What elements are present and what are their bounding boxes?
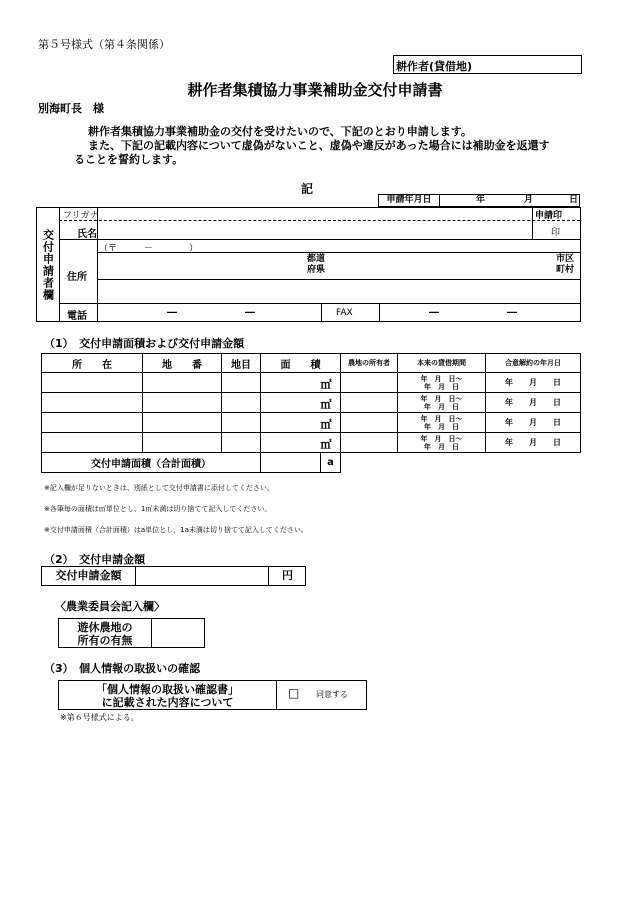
amount-input[interactable] [135,567,268,585]
cell-owner[interactable] [341,413,398,433]
applicant-type-box [393,55,582,74]
phone-dash-2: ― [245,307,255,318]
city-shi-ku: 市区 [556,254,575,264]
unit-a: a [321,453,341,473]
parcel-header-row [42,354,581,373]
cell-lot-number[interactable] [143,393,222,413]
cell-land-category[interactable] [222,413,261,433]
intro-line-3: ることを誓約します。 [74,153,184,166]
header-lot-number: 地 番 [143,354,222,373]
unit-m2: ㎡ [321,393,341,413]
total-area-label: 交付申請面積（合計面積） [42,453,261,473]
cell-location[interactable] [42,413,143,433]
table-row [42,433,581,453]
cell-location[interactable] [42,393,143,413]
application-date-field[interactable] [378,194,580,207]
fax-right-line [379,304,380,321]
phone-label: 電話 [67,311,87,322]
table-row [42,373,581,393]
privacy-note: ※第６号様式による。 [60,713,139,722]
date-day: 日 [569,195,579,205]
applicant-type: 耕作者(貸借地) [396,60,473,73]
cell-location[interactable] [42,373,143,393]
period-start: 年 月 日～ [420,394,463,403]
postal-divider [97,252,580,253]
header-land-category: 地目 [222,354,261,373]
header-location: 所 在 [42,354,143,373]
city-cho-son: 町村 [556,265,575,275]
phone-dash-1: ― [167,307,177,318]
cell-land-category[interactable] [222,393,261,413]
seal-mark: 印 [551,228,561,238]
cell-cancel-date[interactable]: 年 月 日 [486,413,581,433]
cell-lot-number[interactable] [143,373,222,393]
form-number: 第５号様式（第４条関係） [38,38,170,51]
cell-owner[interactable] [341,393,398,413]
cell-lot-number[interactable] [143,433,222,453]
period-start: 年 月 日～ [420,434,463,443]
fax-left-line [321,304,322,321]
unit-m2: ㎡ [321,373,341,393]
idle-farmland-input[interactable] [152,619,204,647]
cell-location[interactable] [42,433,143,453]
committee-heading: 〈農業委員会記入欄〉 [55,600,165,613]
ki-heading: 記 [301,182,314,196]
phone-divider [59,303,580,304]
date-month: 月 [524,195,534,205]
idle-farmland-line-2: 所有の有無 [77,634,133,647]
seal-column-line [532,208,533,239]
cell-land-category[interactable] [222,373,261,393]
intro-line-2: また、下記の記載内容について虚偽がないこと、虚偽や違反があった場合には補助金を返還す [88,139,550,152]
amount-box [41,566,306,586]
agree-label: 同意する [316,690,348,699]
privacy-box [58,680,367,710]
note-1: ※記入欄が足りないときは、別紙として交付申請書に添付してください。 [44,484,274,492]
period-start: 年 月 日～ [420,374,463,383]
header-cancel-date: 合意解約の年月日 [486,354,581,373]
total-area-input[interactable] [261,453,321,473]
header-owner: 農地の所有者 [341,354,398,373]
section1-heading: （1） 交付申請面積および交付申請金額 [44,337,245,350]
period-end: 年 月 日 [424,422,459,431]
table-row [42,413,581,433]
unit-m2: ㎡ [321,413,341,433]
unit-m2: ㎡ [321,433,341,453]
cell-area[interactable] [261,433,321,453]
cell-area[interactable] [261,413,321,433]
prefecture-fu-ken: 府県 [307,265,326,275]
yen-unit: 円 [268,567,306,585]
applicant-side-label: 交付申請者欄 [37,208,60,321]
total-area-row [42,453,581,473]
header-area: 面 積 [261,354,341,373]
intro-line-1: 耕作者集積協力事業補助金の交付を受けたいので、下記のとおり申請します。 [88,125,472,138]
address-label: 住所 [67,272,87,283]
cell-cancel-date[interactable]: 年 月 日 [486,373,581,393]
seal-label: 申請印 [535,211,563,221]
furigana-divider [59,220,580,221]
note-2: ※各筆毎の面積は㎡単位とし、1㎡未満は切り捨てて記入してください。 [44,505,272,513]
cell-lot-number[interactable] [143,413,222,433]
fax-label: FAX [336,308,353,318]
addressee: 別海町長 様 [38,102,104,115]
note-3: ※交付申請面積（合計面積）はa単位とし、1a未満は切り捨てて記入してください。 [44,526,308,534]
privacy-line-1: 「個人情報の取扱い確認書」 [96,683,239,696]
section2-heading: （2） 交付申請金額 [44,553,146,566]
period-start: 年 月 日～ [420,414,463,423]
cell-area[interactable] [261,393,321,413]
cell-lease-period[interactable] [398,373,486,393]
period-end: 年 月 日 [424,442,459,451]
application-date-label: 申請年月日 [379,195,440,206]
parcel-table [41,353,581,473]
header-lease-period: 本来の貸借期間 [398,354,486,373]
period-end: 年 月 日 [424,402,459,411]
cell-cancel-date[interactable]: 年 月 日 [486,393,581,413]
table-row [42,393,581,413]
document-title: 耕作者集積協力事業補助金交付申請書 [187,81,443,99]
cell-cancel-date[interactable]: 年 月 日 [486,433,581,453]
privacy-line-2: に記載された内容について [101,696,234,709]
cell-area[interactable] [261,373,321,393]
furigana-label: フリガナ [63,211,99,221]
name-label: 氏名 [77,229,97,240]
name-divider [59,239,580,240]
fax-dash-1: ― [429,307,439,318]
idle-farmland-label [59,621,151,647]
committee-box [58,618,205,648]
cell-owner[interactable] [341,433,398,453]
fax-dash-2: ― [507,307,517,318]
agree-checkbox[interactable]: □ [288,686,300,700]
cell-owner[interactable] [341,373,398,393]
applicant-section [36,207,581,322]
postal-code[interactable]: （〒 － ） [99,244,199,254]
period-end: 年 月 日 [424,382,459,391]
address-divider [97,279,580,280]
amount-label: 交付申請金額 [42,567,136,585]
section3-heading: （3） 個人情報の取扱いの確認 [44,662,201,675]
cell-lease-period[interactable] [398,433,486,453]
idle-farmland-line-1: 遊休農地の [77,621,133,634]
cell-lease-period[interactable] [398,413,486,433]
cell-land-category[interactable] [222,433,261,453]
prefecture-to-do: 都道 [307,254,326,264]
privacy-label [59,683,276,709]
date-year: 年 [476,195,486,205]
cell-lease-period[interactable] [398,393,486,413]
